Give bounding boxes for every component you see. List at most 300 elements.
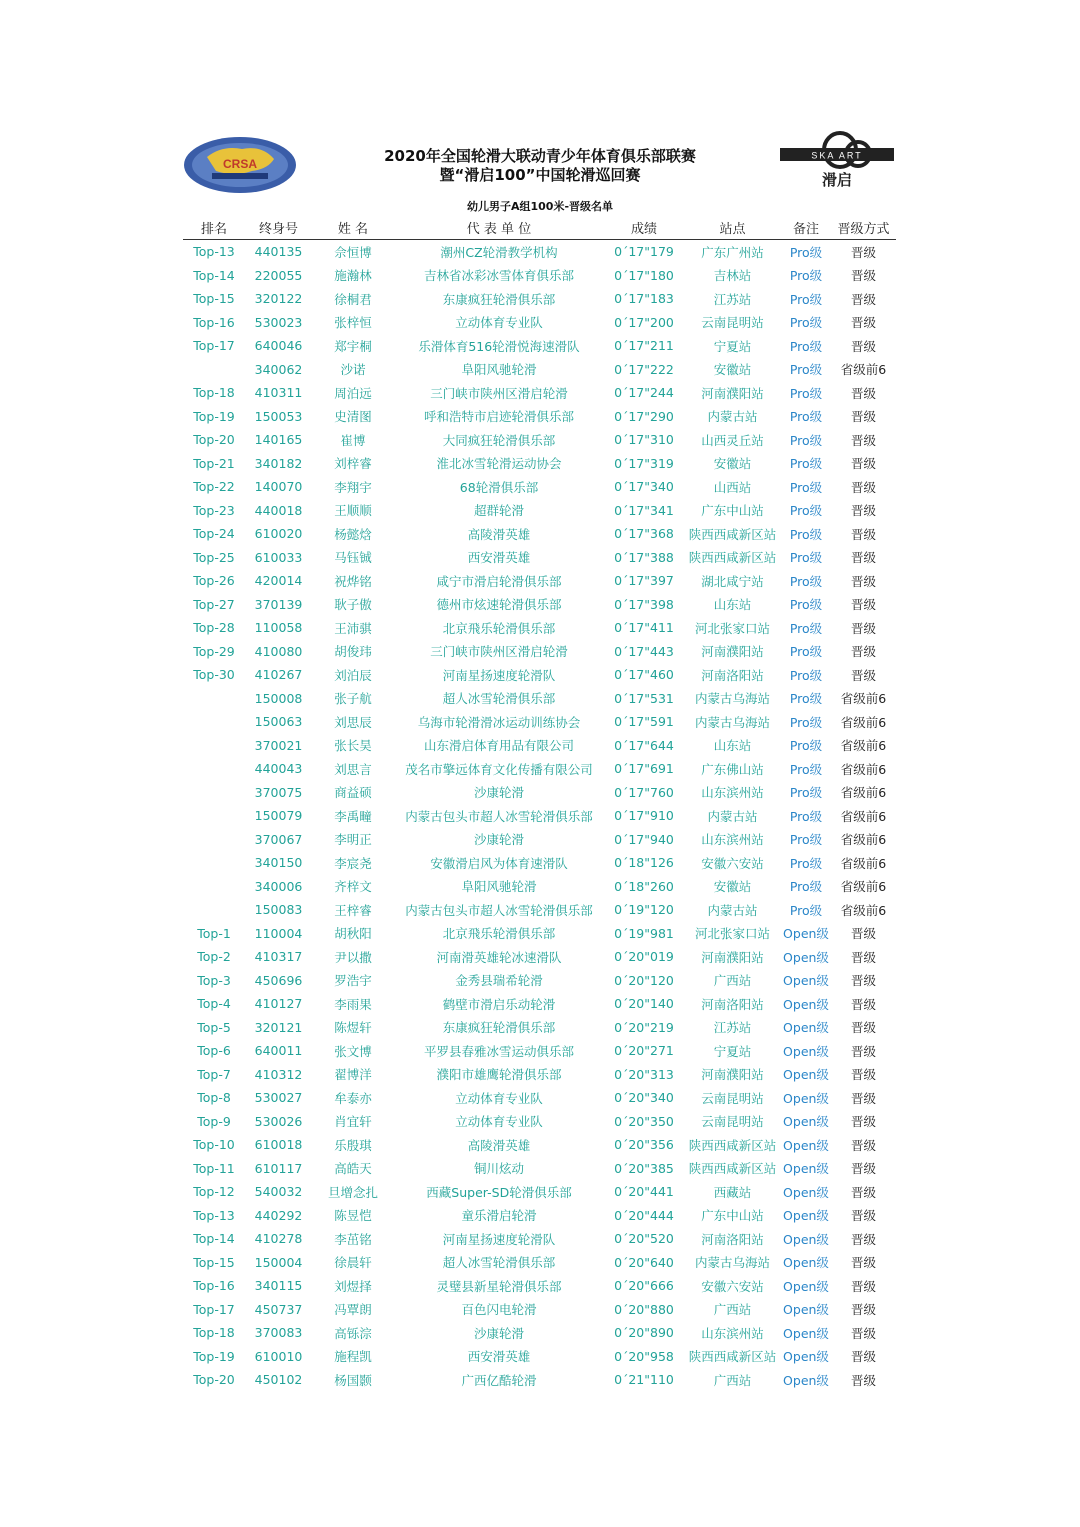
site-cell: 河北张家口站 xyxy=(694,926,770,942)
table-row xyxy=(183,475,896,499)
athlete-name-cell: 施程凯 xyxy=(334,1349,372,1365)
athlete-id-cell: 340006 xyxy=(254,878,303,894)
site-cell: 安徽站 xyxy=(713,362,752,378)
athlete-id-cell: 410278 xyxy=(254,1231,303,1247)
site-cell: 河南濮阳站 xyxy=(701,1067,764,1083)
athlete-id-cell: 110004 xyxy=(254,925,303,941)
athlete-name-cell: 齐梓文 xyxy=(334,879,372,895)
advance-method-cell: 晋级 xyxy=(850,1114,876,1130)
rank-cell: Top-24 xyxy=(193,526,235,542)
level-cell: Open级 xyxy=(783,1349,829,1365)
athlete-id-cell: 440292 xyxy=(254,1207,303,1223)
athlete-name-cell: 胡秋阳 xyxy=(334,926,372,942)
athlete-id-cell: 640046 xyxy=(254,338,303,354)
advance-method-cell: 晋级 xyxy=(850,385,876,401)
rank-cell: Top-28 xyxy=(193,620,235,636)
advance-method-cell: 省级前6 xyxy=(840,761,887,777)
site-cell: 陕西西咸新区站 xyxy=(688,1137,777,1153)
rank-cell: Top-26 xyxy=(193,573,235,589)
level-cell: Pro级 xyxy=(789,338,823,354)
rank-cell: Top-29 xyxy=(193,643,235,659)
column-header-method: 晋级方式 xyxy=(831,216,896,240)
athlete-id-cell: 220055 xyxy=(254,267,303,283)
table-row xyxy=(183,522,896,546)
table-row xyxy=(183,969,896,993)
site-cell: 宁夏站 xyxy=(713,338,752,354)
athlete-name-cell: 周泊远 xyxy=(334,385,372,401)
time-cell: 0´17"591 xyxy=(614,714,674,730)
site-cell: 河南洛阳站 xyxy=(701,1231,764,1247)
athlete-name-cell: 陈昱恺 xyxy=(334,1208,372,1224)
team-cell: 河南星扬速度轮滑队 xyxy=(442,1231,556,1247)
rank-cell: Top-19 xyxy=(193,1348,235,1364)
level-cell: Pro级 xyxy=(789,597,823,613)
table-row xyxy=(183,710,896,734)
athlete-name-cell: 李宸尧 xyxy=(334,855,372,871)
table-row xyxy=(183,428,896,452)
level-cell: Pro级 xyxy=(789,456,823,472)
team-cell: 西安滑英雄 xyxy=(467,1349,531,1365)
athlete-id-cell: 610010 xyxy=(254,1348,303,1364)
rank-cell xyxy=(183,804,245,828)
level-cell: Open级 xyxy=(783,996,829,1012)
site-cell: 山东站 xyxy=(713,597,752,613)
time-cell: 0´17"222 xyxy=(614,361,674,377)
team-cell: 北京飛乐轮滑俱乐部 xyxy=(442,620,556,636)
level-cell: Pro级 xyxy=(789,526,823,542)
athlete-name-cell: 李禹疃 xyxy=(334,808,372,824)
time-cell: 0´19"120 xyxy=(614,902,674,918)
advance-method-cell: 省级前6 xyxy=(840,691,887,707)
athlete-id-cell: 370075 xyxy=(254,784,303,800)
athlete-id-cell: 450696 xyxy=(254,972,303,988)
athlete-name-cell: 罗浩宇 xyxy=(334,973,372,989)
rank-cell: Top-25 xyxy=(193,549,235,565)
time-cell: 0´20"219 xyxy=(614,1019,674,1035)
site-cell: 河南洛阳站 xyxy=(701,667,764,683)
rank-cell xyxy=(183,734,245,758)
rank-cell: Top-11 xyxy=(193,1160,235,1176)
advance-method-cell: 晋级 xyxy=(850,1184,876,1200)
table-row xyxy=(183,264,896,288)
table-row xyxy=(183,757,896,781)
team-cell: 潮州CZ轮滑教学机构 xyxy=(440,244,558,260)
athlete-name-cell: 徐晨轩 xyxy=(334,1255,372,1271)
athlete-id-cell: 340062 xyxy=(254,361,303,377)
rank-cell: Top-16 xyxy=(193,1278,235,1294)
time-cell: 0´17"644 xyxy=(614,737,674,753)
team-cell: 沙康轮滑 xyxy=(473,785,524,801)
table-row xyxy=(183,922,896,946)
time-cell: 0´17"341 xyxy=(614,502,674,518)
site-cell: 云南昆明站 xyxy=(701,1114,764,1130)
team-cell: 鹤壁市滑启乐动轮滑 xyxy=(442,996,556,1012)
athlete-id-cell: 440135 xyxy=(254,244,303,260)
advance-method-cell: 晋级 xyxy=(850,550,876,566)
level-cell: Pro级 xyxy=(789,244,823,260)
table-row xyxy=(183,1133,896,1157)
time-cell: 0´17"244 xyxy=(614,385,674,401)
table-row xyxy=(183,452,896,476)
athlete-name-cell: 王梓睿 xyxy=(334,902,372,918)
time-cell: 0´17"180 xyxy=(614,267,674,283)
athlete-name-cell: 冯覃朗 xyxy=(334,1302,372,1318)
athlete-id-cell: 610117 xyxy=(254,1160,303,1176)
team-cell: 童乐滑启轮滑 xyxy=(461,1208,537,1224)
athlete-name-cell: 佘恒博 xyxy=(334,244,372,260)
table-row xyxy=(183,1251,896,1275)
team-cell: 高陵滑英雄 xyxy=(467,1137,531,1153)
rank-cell: Top-14 xyxy=(193,1231,235,1247)
level-cell: Open级 xyxy=(783,973,829,989)
time-cell: 0´17"910 xyxy=(614,808,674,824)
level-cell: Pro级 xyxy=(789,902,823,918)
site-cell: 河南洛阳站 xyxy=(701,996,764,1012)
time-cell: 0´17"183 xyxy=(614,291,674,307)
athlete-name-cell: 李翔宇 xyxy=(334,479,372,495)
results-table xyxy=(183,216,896,1392)
rank-cell: Top-2 xyxy=(197,949,231,965)
level-cell: Open级 xyxy=(783,1325,829,1341)
column-header-unit: 代 表 单 位 xyxy=(394,216,604,240)
athlete-id-cell: 370139 xyxy=(254,596,303,612)
team-cell: 立动体育专业队 xyxy=(455,1090,543,1106)
time-cell: 0´20"340 xyxy=(614,1090,674,1106)
advance-method-cell: 晋级 xyxy=(850,1255,876,1271)
time-cell: 0´17"443 xyxy=(614,643,674,659)
level-cell: Pro级 xyxy=(789,644,823,660)
team-cell: 灵璧县新星轮滑俱乐部 xyxy=(436,1278,562,1294)
advance-method-cell: 晋级 xyxy=(850,244,876,260)
level-cell: Open级 xyxy=(783,1137,829,1153)
site-cell: 广西站 xyxy=(713,1302,752,1318)
column-header-site: 站点 xyxy=(684,216,781,240)
athlete-id-cell: 610018 xyxy=(254,1137,303,1153)
time-cell: 0´17"319 xyxy=(614,455,674,471)
advance-method-cell: 晋级 xyxy=(850,1020,876,1036)
level-cell: Pro级 xyxy=(789,409,823,425)
brand-logo xyxy=(778,128,896,190)
athlete-id-cell: 150004 xyxy=(254,1254,303,1270)
level-cell: Open级 xyxy=(783,1255,829,1271)
site-cell: 河北张家口站 xyxy=(694,620,770,636)
rank-cell: Top-15 xyxy=(193,1254,235,1270)
table-row xyxy=(183,992,896,1016)
time-cell: 0´20"120 xyxy=(614,972,674,988)
athlete-id-cell: 410311 xyxy=(254,385,303,401)
athlete-id-cell: 340150 xyxy=(254,855,303,871)
athlete-name-cell: 张文博 xyxy=(334,1043,372,1059)
time-cell: 0´17"397 xyxy=(614,573,674,589)
athlete-name-cell: 商益硕 xyxy=(334,785,372,801)
athlete-name-cell: 祝烨铭 xyxy=(334,573,372,589)
site-cell: 内蒙古站 xyxy=(707,409,758,425)
team-cell: 吉林省冰彩冰雪体育俱乐部 xyxy=(423,268,574,284)
level-cell: Open级 xyxy=(783,1090,829,1106)
time-cell: 0´18"260 xyxy=(614,878,674,894)
team-cell: 超人冰雪轮滑俱乐部 xyxy=(442,691,556,707)
time-cell: 0´20"520 xyxy=(614,1231,674,1247)
svg-text:CRSA: CRSA xyxy=(222,157,258,171)
level-cell: Pro级 xyxy=(789,879,823,895)
level-cell: Pro级 xyxy=(789,785,823,801)
time-cell: 0´20"441 xyxy=(614,1184,674,1200)
rank-cell: Top-30 xyxy=(193,667,235,683)
site-cell: 陕西西咸新区站 xyxy=(688,1161,777,1177)
athlete-name-cell: 刘煜择 xyxy=(334,1278,372,1294)
level-cell: Open级 xyxy=(783,1231,829,1247)
team-cell: 乐滑体育516轮滑悦海速滑队 xyxy=(418,338,580,354)
athlete-name-cell: 陈煜轩 xyxy=(334,1020,372,1036)
athlete-id-cell: 370067 xyxy=(254,831,303,847)
time-cell: 0´20"350 xyxy=(614,1113,674,1129)
advance-method-cell: 省级前6 xyxy=(840,714,887,730)
table-row xyxy=(183,804,896,828)
advance-method-cell: 省级前6 xyxy=(840,785,887,801)
athlete-id-cell: 530026 xyxy=(254,1113,303,1129)
athlete-name-cell: 尹以撒 xyxy=(334,949,372,965)
rank-cell: Top-16 xyxy=(193,314,235,330)
site-cell: 广东中山站 xyxy=(701,503,764,519)
site-cell: 山西灵丘站 xyxy=(701,432,764,448)
level-cell: Open级 xyxy=(783,1208,829,1224)
level-cell: Pro级 xyxy=(789,855,823,871)
table-row xyxy=(183,734,896,758)
athlete-id-cell: 370021 xyxy=(254,737,303,753)
table-row xyxy=(183,828,896,852)
page-title-line2: 暨“滑启100”中国轮滑巡回赛 xyxy=(439,166,641,184)
athlete-name-cell: 刘思辰 xyxy=(334,714,372,730)
athlete-name-cell: 崔博 xyxy=(340,432,366,448)
time-cell: 0´20"890 xyxy=(614,1325,674,1341)
athlete-id-cell: 530023 xyxy=(254,314,303,330)
time-cell: 0´20"313 xyxy=(614,1066,674,1082)
column-header-id: 终身号 xyxy=(245,216,312,240)
rank-cell: Top-17 xyxy=(193,338,235,354)
team-cell: 乌海市轮滑滑冰运动训练协会 xyxy=(417,714,581,730)
level-cell: Pro级 xyxy=(789,503,823,519)
level-cell: Open级 xyxy=(783,1302,829,1318)
table-header-row xyxy=(183,216,896,240)
athlete-id-cell: 610033 xyxy=(254,549,303,565)
time-cell: 0´20"666 xyxy=(614,1278,674,1294)
site-cell: 河南濮阳站 xyxy=(701,385,764,401)
time-cell: 0´20"140 xyxy=(614,996,674,1012)
table-row xyxy=(183,1274,896,1298)
team-cell: 立动体育专业队 xyxy=(455,1114,543,1130)
level-cell: Pro级 xyxy=(789,362,823,378)
team-cell: 河南滑英雄轮冰速滑队 xyxy=(436,949,562,965)
athlete-name-cell: 刘梓睿 xyxy=(334,456,372,472)
rank-cell: Top-18 xyxy=(193,1325,235,1341)
athlete-name-cell: 王顺顺 xyxy=(334,503,372,519)
site-cell: 湖北咸宁站 xyxy=(701,573,764,589)
table-row xyxy=(183,616,896,640)
advance-method-cell: 晋级 xyxy=(850,949,876,965)
rank-cell: Top-20 xyxy=(193,1372,235,1388)
advance-method-cell: 晋级 xyxy=(850,315,876,331)
advance-method-cell: 晋级 xyxy=(850,409,876,425)
time-cell: 0´17"290 xyxy=(614,408,674,424)
level-cell: Pro级 xyxy=(789,479,823,495)
team-cell: 茂名市擎远体育文化传播有限公司 xyxy=(405,761,593,777)
svg-text:滑启: 滑启 xyxy=(821,171,853,189)
level-cell: Open级 xyxy=(783,1184,829,1200)
level-cell: Open级 xyxy=(783,1020,829,1036)
table-row xyxy=(183,640,896,664)
athlete-name-cell: 胡俊玮 xyxy=(334,644,372,660)
team-cell: 百色闪电轮滑 xyxy=(461,1302,537,1318)
team-cell: 阜阳风驰轮滑 xyxy=(461,879,537,895)
advance-method-cell: 晋级 xyxy=(850,1137,876,1153)
advance-method-cell: 晋级 xyxy=(850,620,876,636)
rank-cell xyxy=(183,710,245,734)
time-cell: 0´17"760 xyxy=(614,784,674,800)
time-cell: 0´18"126 xyxy=(614,855,674,871)
athlete-id-cell: 540032 xyxy=(254,1184,303,1200)
rank-cell: Top-14 xyxy=(193,267,235,283)
team-cell: 68轮滑俱乐部 xyxy=(459,479,539,495)
column-header-time: 成绩 xyxy=(604,216,684,240)
time-cell: 0´17"531 xyxy=(614,690,674,706)
level-cell: Pro级 xyxy=(789,385,823,401)
team-cell: 濮阳市雄鹰轮滑俱乐部 xyxy=(436,1067,562,1083)
site-cell: 内蒙古乌海站 xyxy=(694,691,770,707)
team-cell: 河南星扬速度轮滑队 xyxy=(442,667,556,683)
rank-cell: Top-27 xyxy=(193,596,235,612)
table-row xyxy=(183,851,896,875)
athlete-name-cell: 肖宜轩 xyxy=(334,1114,372,1130)
table-row xyxy=(183,546,896,570)
table-row xyxy=(183,1016,896,1040)
team-cell: 内蒙古包头市超人冰雪轮滑俱乐部 xyxy=(405,902,593,918)
athlete-name-cell: 杨国颢 xyxy=(334,1372,372,1388)
level-cell: Pro级 xyxy=(789,808,823,824)
athlete-name-cell: 张长昊 xyxy=(334,738,372,754)
athlete-name-cell: 李茁铭 xyxy=(334,1231,372,1247)
association-logo xyxy=(182,135,298,195)
team-cell: 德州市炫速轮滑俱乐部 xyxy=(436,597,562,613)
rank-cell: Top-21 xyxy=(193,455,235,471)
athlete-name-cell: 徐桐君 xyxy=(334,291,372,307)
site-cell: 陕西西咸新区站 xyxy=(688,526,777,542)
team-cell: 平罗县春雅冰雪运动俱乐部 xyxy=(423,1043,574,1059)
athlete-name-cell: 张梓恒 xyxy=(334,315,372,331)
time-cell: 0´20"385 xyxy=(614,1160,674,1176)
column-header-name: 姓 名 xyxy=(312,216,394,240)
advance-method-cell: 晋级 xyxy=(850,479,876,495)
table-row xyxy=(183,1298,896,1322)
rank-cell: Top-23 xyxy=(193,502,235,518)
athlete-id-cell: 150079 xyxy=(254,808,303,824)
rank-cell: Top-1 xyxy=(197,925,231,941)
site-cell: 宁夏站 xyxy=(713,1043,752,1059)
time-cell: 0´17"411 xyxy=(614,620,674,636)
athlete-name-cell: 李明正 xyxy=(334,832,372,848)
site-cell: 安徽站 xyxy=(713,879,752,895)
level-cell: Pro级 xyxy=(789,691,823,707)
rank-cell: Top-22 xyxy=(193,479,235,495)
svg-text:SKA ART: SKA ART xyxy=(811,150,863,161)
site-cell: 安徽六安站 xyxy=(701,1278,764,1294)
advance-method-cell: 晋级 xyxy=(850,1208,876,1224)
athlete-name-cell: 高铄淙 xyxy=(334,1325,372,1341)
rank-cell: Top-15 xyxy=(193,291,235,307)
table-row xyxy=(183,1180,896,1204)
team-cell: 安徽滑启风为体育速滑队 xyxy=(430,855,568,871)
rank-cell xyxy=(183,898,245,922)
time-cell: 0´21"110 xyxy=(614,1372,674,1388)
site-cell: 山东站 xyxy=(713,738,752,754)
table-row xyxy=(183,1321,896,1345)
site-cell: 内蒙古乌海站 xyxy=(694,714,770,730)
team-cell: 立动体育专业队 xyxy=(455,315,543,331)
time-cell: 0´17"691 xyxy=(614,761,674,777)
athlete-id-cell: 410267 xyxy=(254,667,303,683)
time-cell: 0´17"460 xyxy=(614,667,674,683)
advance-method-cell: 晋级 xyxy=(850,1067,876,1083)
site-cell: 河南濮阳站 xyxy=(701,949,764,965)
time-cell: 0´17"388 xyxy=(614,549,674,565)
site-cell: 内蒙古乌海站 xyxy=(694,1255,770,1271)
advance-method-cell: 晋级 xyxy=(850,926,876,942)
rank-cell xyxy=(183,851,245,875)
athlete-id-cell: 150053 xyxy=(254,408,303,424)
rank-cell xyxy=(183,358,245,382)
team-cell: 山东滑启体育用品有限公司 xyxy=(423,738,574,754)
column-header-note: 备注 xyxy=(781,216,831,240)
advance-method-cell: 晋级 xyxy=(850,1302,876,1318)
site-cell: 山东滨州站 xyxy=(701,785,764,801)
table-body xyxy=(183,240,896,1392)
level-cell: Pro级 xyxy=(789,291,823,307)
athlete-id-cell: 370083 xyxy=(254,1325,303,1341)
advance-method-cell: 省级前6 xyxy=(840,855,887,871)
time-cell: 0´17"211 xyxy=(614,338,674,354)
site-cell: 安徽站 xyxy=(713,456,752,472)
rank-cell: Top-19 xyxy=(193,408,235,424)
page-subtitle: 幼儿男子A组100米-晋级名单 xyxy=(466,200,614,213)
advance-method-cell: 晋级 xyxy=(850,526,876,542)
rank-cell: Top-8 xyxy=(197,1090,231,1106)
rank-cell xyxy=(183,781,245,805)
advance-method-cell: 晋级 xyxy=(850,1231,876,1247)
athlete-name-cell: 施瀚林 xyxy=(334,268,372,284)
athlete-id-cell: 410127 xyxy=(254,996,303,1012)
table-row xyxy=(183,358,896,382)
level-cell: Open级 xyxy=(783,1043,829,1059)
team-cell: 阜阳风驰轮滑 xyxy=(461,362,537,378)
team-cell: 三门峡市陕州区滑启轮滑 xyxy=(430,644,568,660)
advance-method-cell: 晋级 xyxy=(850,432,876,448)
time-cell: 0´17"179 xyxy=(614,244,674,260)
table-row xyxy=(183,1063,896,1087)
table-row xyxy=(183,240,896,264)
table-row xyxy=(183,1345,896,1369)
advance-method-cell: 晋级 xyxy=(850,1090,876,1106)
athlete-id-cell: 340115 xyxy=(254,1278,303,1294)
time-cell: 0´20"271 xyxy=(614,1043,674,1059)
rank-cell: Top-5 xyxy=(197,1019,231,1035)
athlete-name-cell: 沙诺 xyxy=(340,362,366,378)
rank-cell: Top-13 xyxy=(193,244,235,260)
level-cell: Open级 xyxy=(783,949,829,965)
time-cell: 0´17"340 xyxy=(614,479,674,495)
team-cell: 东康疯狂轮滑俱乐部 xyxy=(442,291,556,307)
time-cell: 0´17"368 xyxy=(614,526,674,542)
team-cell: 东康疯狂轮滑俱乐部 xyxy=(442,1020,556,1036)
athlete-id-cell: 610020 xyxy=(254,526,303,542)
